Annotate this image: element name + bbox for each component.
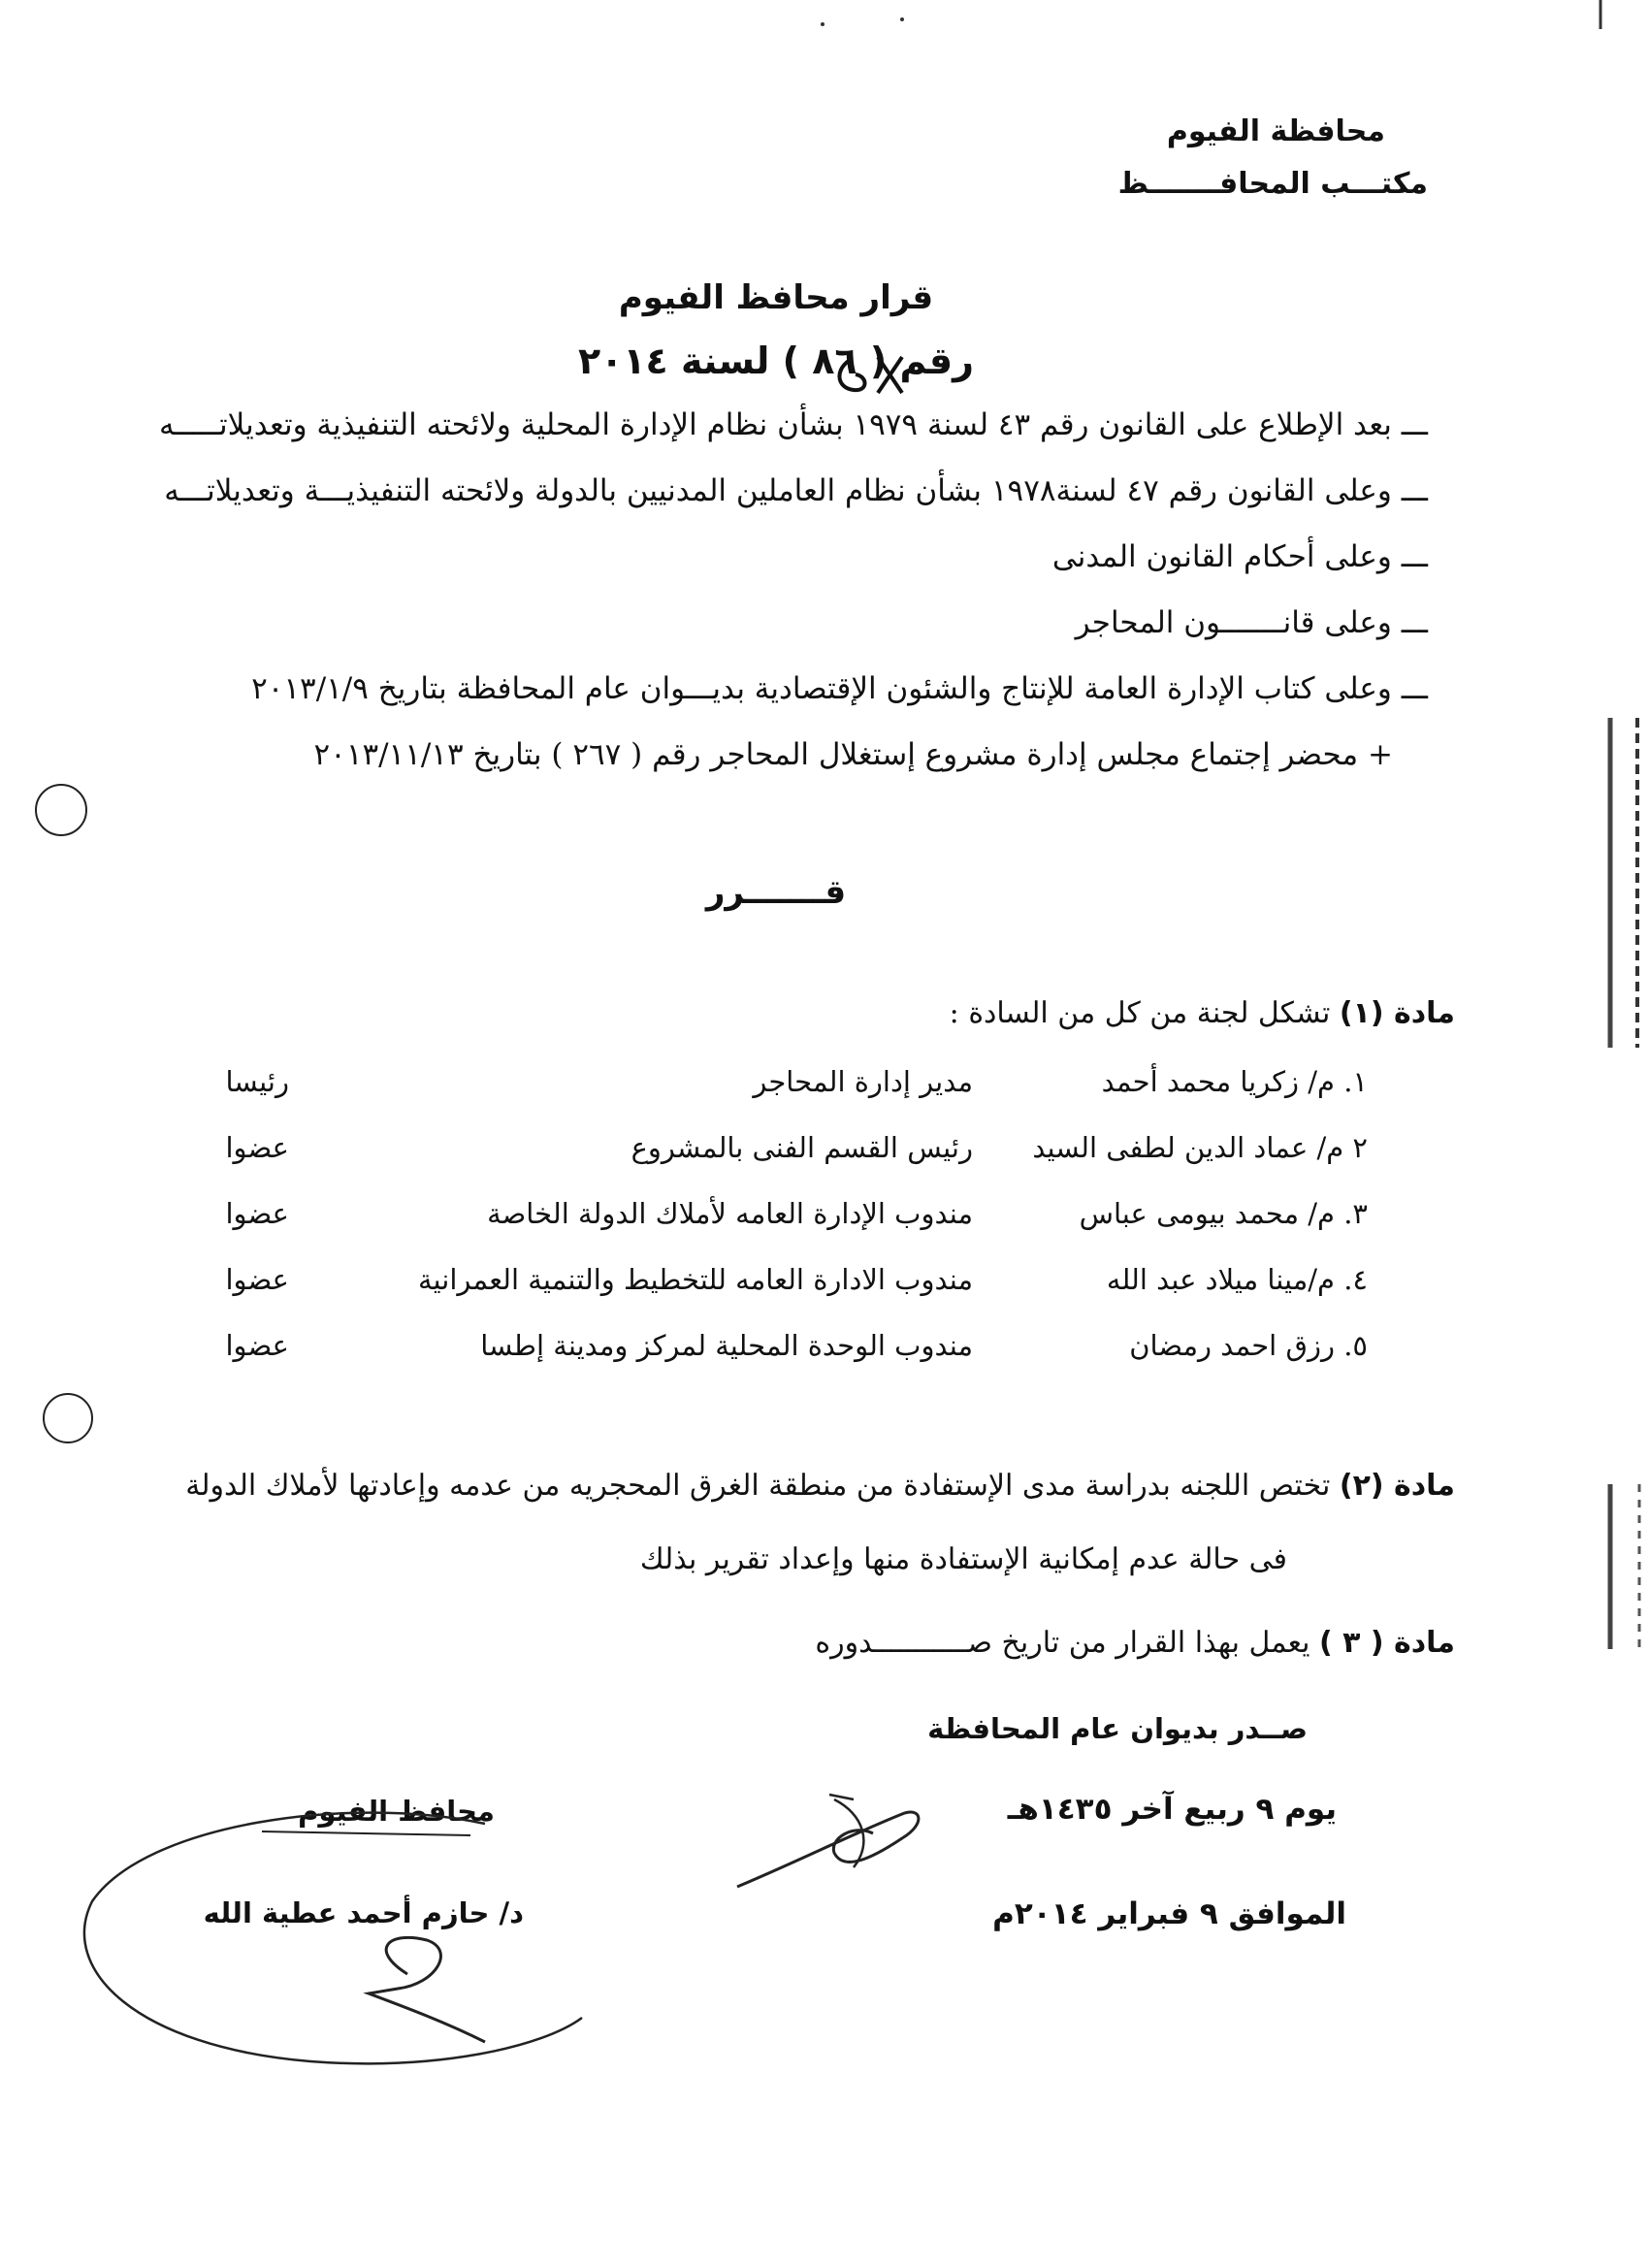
article-label: مادة ( ٣ ) (1318, 1626, 1455, 1660)
article-2-continuation: فى حالة عدم إمكانية الإستفادة منها وإعداد تقرير بذلك (639, 1542, 1287, 1576)
signature-oval (84, 1813, 582, 2064)
signatory-name: د/ حازم أحمد عطية الله (203, 1896, 524, 1929)
preamble-line: ـــ وعلى قانـــــــون المحاجر (1075, 605, 1428, 640)
member-position: مندوب الإدارة العامه لأملاك الدولة الخاصة (487, 1197, 973, 1230)
article-text: تشكل لجنة من كل من السادة : (949, 996, 1331, 1030)
member-name: ٤. م/مينا ميلاد عبد الله (1106, 1263, 1368, 1296)
member-name: ٥. رزق احمد رمضان (1129, 1329, 1368, 1362)
member-position: مندوب الوحدة المحلية لمركز ومدينة إطسا (480, 1329, 973, 1362)
member-name: ٣. م/ محمد بيومى عباس (1079, 1197, 1368, 1230)
preamble-line: ـــ وعلى كتاب الإدارة العامة للإنتاج والشئون الإقتصادية بديـــوان عام المحافظة بتاريخ ٢٠١٣/١/٩ (251, 671, 1428, 706)
member-name: ١. م/ زكريا محمد أحمد (1101, 1065, 1368, 1098)
member-position: مدير إدارة المحاجر (753, 1065, 973, 1098)
decides-heading: قـــــــرر (705, 873, 847, 912)
preamble-line: ـــ بعد الإطلاع على القانون رقم ٤٣ لسنة ١٩٧٩ بشأن نظام الإدارة المحلية ولائحته التنفيذية وتعديلاتـــــه (158, 407, 1428, 442)
signatory-title: محافظ الفيوم (298, 1795, 495, 1828)
scan-dot (900, 17, 904, 21)
initials-signature (369, 1937, 485, 2042)
article-label: مادة (١) (1339, 996, 1455, 1030)
member-role: عضوا (225, 1329, 289, 1362)
article-text: يعمل بهذا القرار من تاريخ صـــــــــــدوره (815, 1626, 1310, 1660)
handwritten-signature (737, 1812, 919, 1887)
preamble-line: ـــ وعلى القانون رقم ٤٧ لسنة١٩٧٨ بشأن نظام العاملين المدنيين بالدولة ولائحته التنفيذيـــة وتعديلاتـــه (164, 473, 1428, 508)
issued-gregorian-date: الموافق ٩ فبراير ٢٠١٤م (992, 1896, 1346, 1931)
member-role: عضوا (225, 1263, 289, 1296)
issued-hijri-date: يوم ٩ ربيع آخر ١٤٣٥هـ (1007, 1792, 1337, 1827)
preamble-line: ـــ وعلى أحكام القانون المدنى (1051, 539, 1428, 574)
preamble-line: + محضر إجتماع مجلس إدارة مشروع إستغلال المحاجر رقم ( ٢٦٧ ) بتاريخ ٢٠١٣/١١/١٣ (313, 737, 1393, 772)
article-text: تختص اللجنه بدراسة مدى الإستفادة من منطقة الغرق المحجريه من عدمه وإعادتها لأملاك الدولة (185, 1469, 1331, 1503)
member-role: عضوا (225, 1197, 289, 1230)
scan-dot (821, 22, 824, 26)
decree-title: قرار محافظ الفيوم (618, 278, 934, 317)
article-label: مادة (٢) (1339, 1469, 1455, 1503)
member-position: رئيس القسم الفنى بالمشروع (630, 1131, 973, 1164)
member-name: ٢ م/ عماد الدين لطفى السيد (1032, 1131, 1368, 1164)
governor-office-header: مكتـــب المحافـــــــظ (1117, 167, 1428, 201)
governorate-header: محافظة الفيوم (1166, 114, 1385, 148)
member-role: رئيسا (225, 1065, 289, 1098)
decree-number: رقم ( ٨٦ ) لسنة ٢٠١٤ (577, 340, 975, 382)
handwritten-decree-number (839, 357, 902, 393)
issued-line: صــدر بديوان عام المحافظة (927, 1712, 1308, 1745)
member-role: عضوا (225, 1131, 289, 1164)
title-strike-mark (262, 1831, 470, 1835)
member-position: مندوب الادارة العامه للتخطيط والتنمية العمرانية (418, 1263, 973, 1296)
